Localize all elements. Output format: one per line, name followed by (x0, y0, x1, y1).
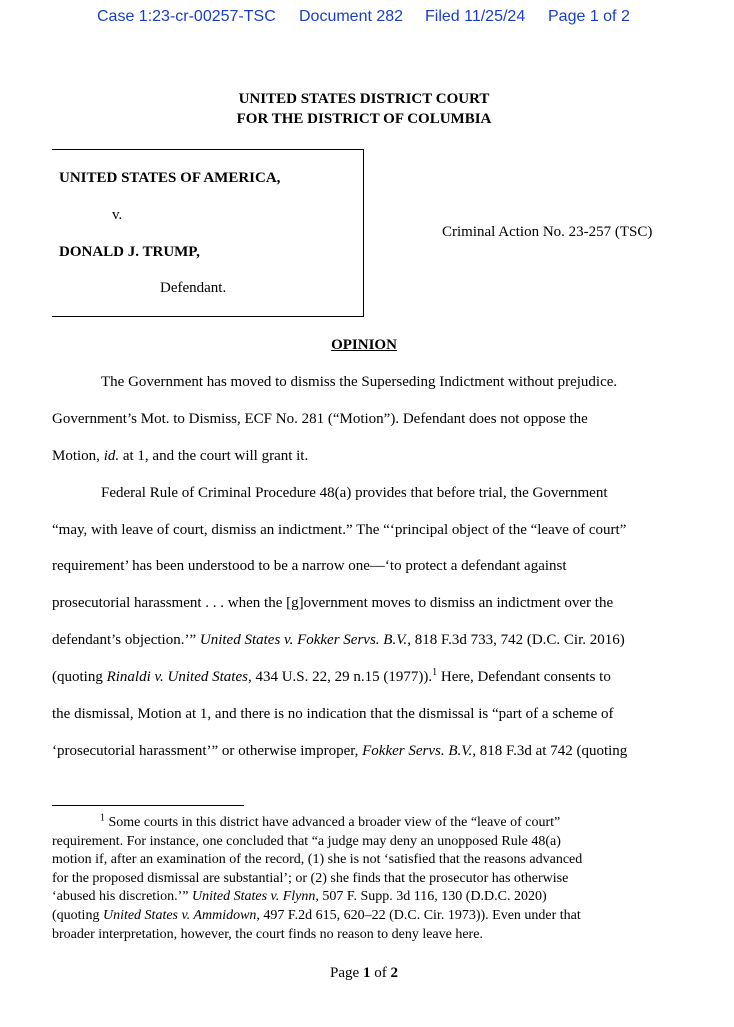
body-line (52, 631, 692, 668)
caption-defendant: DONALD J. TRUMP, (59, 244, 200, 260)
page-number-footer (0, 965, 728, 982)
body-line (52, 742, 692, 779)
citation-italic: id. (103, 447, 120, 464)
case-caption-box (52, 149, 364, 317)
text-run: The Government has moved to dismiss the Superseding Indictment without prejudice. (101, 374, 618, 390)
footnote-line (52, 833, 692, 852)
footnote (52, 814, 692, 944)
text-run: at 1, and the court will grant it. (119, 447, 309, 464)
ecf-filed-date: Filed 11/25/24 (425, 8, 526, 25)
text-run: the dismissal, Motion at 1, and there is no indication that the dismissal is “part of a scheme of (52, 706, 614, 723)
text-run: , 497 F.2d 615, 620–22 (D.C. Cir. 1973)). Even under that (256, 907, 581, 923)
footnote-line (52, 926, 692, 945)
footnote-line (52, 851, 692, 870)
citation-italic: Fokker Servs. B.V. (362, 742, 473, 759)
body-line (52, 447, 692, 484)
text-run: (quoting (52, 907, 103, 923)
text-run: Here, Defendant consents to (437, 669, 611, 686)
footnote-line (52, 888, 692, 907)
text-run: defendant’s objection.’” (52, 632, 200, 649)
body-line (52, 373, 692, 410)
text-run: Government’s Mot. to Dismiss, ECF No. 281 (“Motion”). Defendant does not oppose the (52, 410, 588, 427)
text-run: Page (330, 965, 363, 981)
text-run: of (370, 965, 391, 981)
footnote-number: 1 (100, 812, 105, 824)
footnote-reference: 1 (432, 667, 438, 679)
text-run: Some courts in this district have advanced a broader view of the “leave of court” (105, 815, 561, 830)
ecf-page-count: Page 1 of 2 (548, 8, 630, 25)
ecf-case-number: Case 1:23-cr-00257-TSC (97, 8, 276, 25)
text-run: ‘abused his discretion.’” (52, 889, 192, 905)
text-run: , 818 F.3d at 742 (quoting (472, 742, 628, 759)
body-line (52, 594, 692, 631)
text-run: , 818 F.3d 733, 742 (D.C. Cir. 2016) (407, 632, 625, 649)
opinion-body (52, 373, 692, 779)
citation-italic: Rinaldi v. United States (106, 669, 248, 686)
current-page: 1 (362, 965, 371, 981)
citation-italic: United States v. Flynn (191, 889, 316, 905)
footnote-line (52, 814, 692, 833)
text-run: , 507 F. Supp. 3d 116, 130 (D.D.C. 2020) (315, 889, 547, 905)
body-line (52, 410, 692, 447)
court-name: UNITED STATES DISTRICT COURT (238, 91, 490, 107)
footnote-separator (52, 805, 244, 806)
text-run: for the proposed dismissal are substantial’; or (2) she finds that the prosecutor has otherwise (52, 870, 569, 886)
footnote-line (52, 870, 692, 889)
total-pages: 2 (390, 965, 398, 981)
ecf-header (0, 8, 734, 28)
text-run: requirement. For instance, one concluded that “a judge may deny an unopposed Rule 48(a) (52, 833, 561, 849)
footnote-line (52, 907, 692, 926)
body-line (52, 521, 692, 558)
body-line (52, 668, 692, 705)
text-run: prosecutorial harassment . . . when the [g]overnment moves to dismiss an indictment over the (52, 595, 614, 612)
body-line (52, 484, 692, 521)
caption-plaintiff: UNITED STATES OF AMERICA, (59, 170, 281, 186)
citation-italic: United States v. Fokker Servs. B.V. (199, 632, 408, 649)
citation-italic: United States v. Ammidown (102, 907, 257, 923)
text-run: ‘prosecutorial harassment’” or otherwise improper, (52, 742, 363, 759)
text-run: motion if, after an examination of the record, (1) she is not ‘satisfied that the reasons advanced (52, 852, 583, 868)
body-line (52, 705, 692, 742)
body-line (52, 557, 692, 594)
caption-defendant-role: Defendant. (160, 280, 227, 296)
text-run: requirement’ has been understood to be a narrow one—‘to protect a defendant against (52, 558, 567, 575)
text-run: “may, with leave of court, dismiss an indictment.” The “‘principal object of the “leave of court” (52, 521, 627, 538)
court-district: FOR THE DISTRICT OF COLUMBIA (236, 111, 492, 127)
text-run: broader interpretation, however, the court finds no reason to deny leave here. (52, 926, 483, 942)
text-run: , 434 U.S. 22, 29 n.15 (1977)). (247, 669, 433, 686)
caption-versus: v. (112, 207, 123, 223)
criminal-action-number: Criminal Action No. 23-257 (TSC) (442, 224, 653, 240)
ecf-document-number: Document 282 (299, 8, 404, 25)
text-run: Motion, (52, 447, 104, 464)
text-run: Federal Rule of Criminal Procedure 48(a) provides that before trial, the Government (101, 484, 608, 501)
document-title: OPINION (331, 337, 397, 353)
text-run: (quoting (52, 669, 107, 686)
